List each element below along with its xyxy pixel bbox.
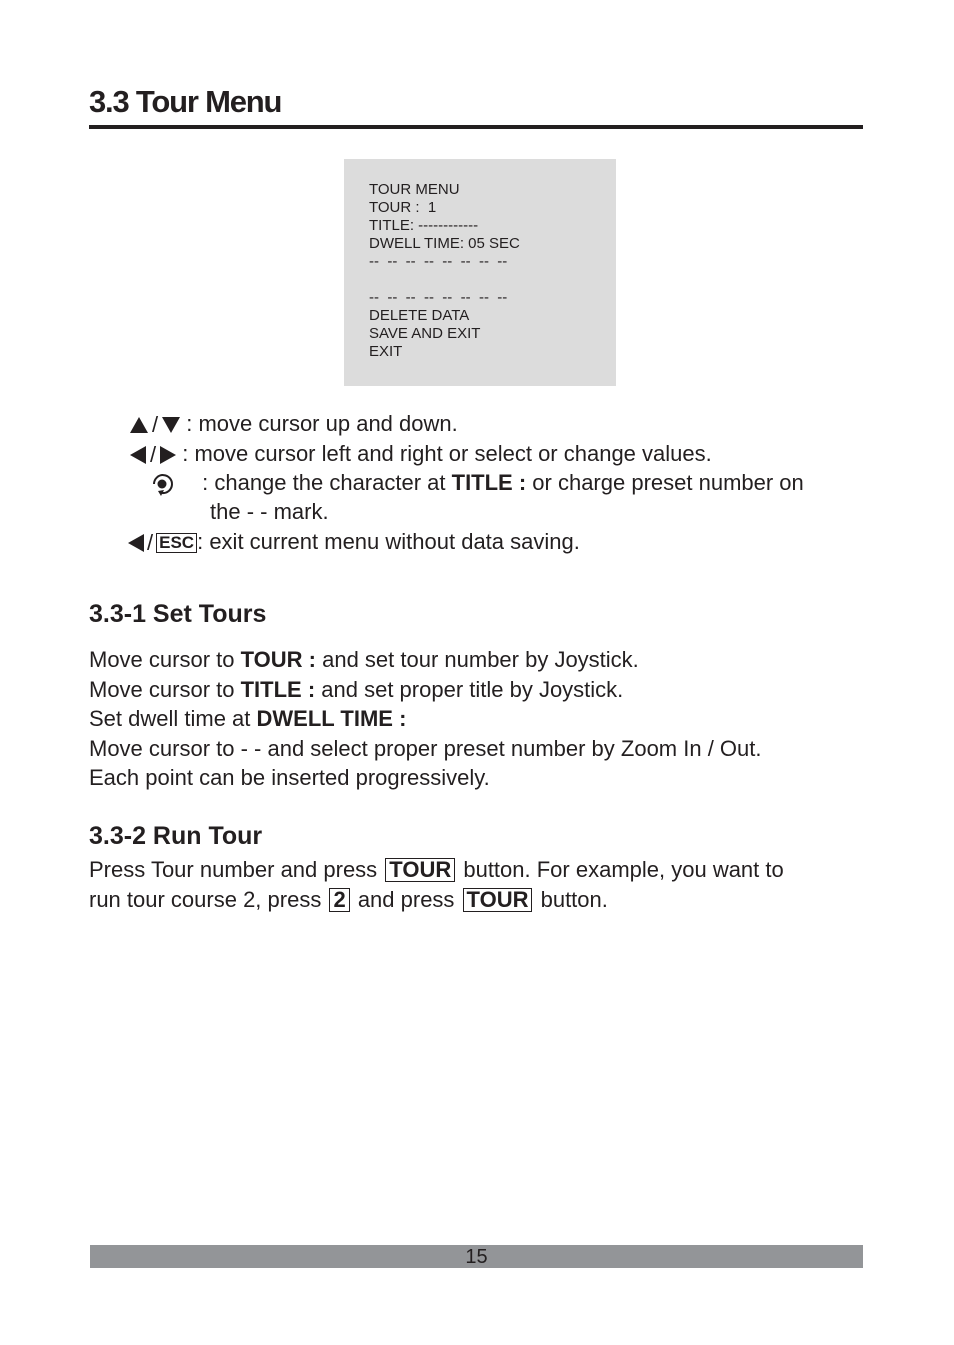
esc-key-label: ESC xyxy=(156,533,197,553)
key-row-esc: / ESC : exit current menu without data saving. xyxy=(128,528,580,557)
set-tours-line: Set dwell time at DWELL TIME : xyxy=(89,706,407,732)
osd-line: DELETE DATA xyxy=(369,307,470,324)
key-row-leftright: / : move cursor left and right or select or change values. xyxy=(130,440,712,469)
osd-line: SAVE AND EXIT xyxy=(369,325,481,342)
osd-line: EXIT xyxy=(369,343,403,360)
section-heading-run-tour: 3.3-2 Run Tour xyxy=(89,822,263,850)
arrow-right-icon xyxy=(160,446,176,464)
osd-line: -- -- -- -- -- -- -- -- xyxy=(369,253,508,270)
tour-button-label: TOUR xyxy=(463,888,533,912)
title-divider xyxy=(89,125,863,129)
arrow-down-icon xyxy=(162,417,180,433)
zoom-rotate-icon xyxy=(148,470,176,498)
run-tour-line: Press Tour number and press TOUR button. For example, you want to xyxy=(89,857,784,882)
set-tours-line: Move cursor to - - and select proper preset number by Zoom In / Out. xyxy=(89,735,762,761)
key-desc-zoom-cont: the - - mark. xyxy=(210,499,329,524)
footer-bar xyxy=(90,1245,863,1268)
key-row-updown: / : move cursor up and down. xyxy=(130,410,458,439)
osd-line: TITLE: ------------ xyxy=(369,217,479,234)
osd-line: DWELL TIME: 05 SEC xyxy=(369,235,520,252)
arrow-left-icon xyxy=(128,534,144,552)
set-tours-text xyxy=(89,645,762,793)
key-desc-leftright: : move cursor left and right or select or change values. xyxy=(182,441,712,466)
set-tours-line: Move cursor to TITLE : and set proper title by Joystick. xyxy=(89,676,624,702)
osd-line: TOUR MENU xyxy=(369,181,460,198)
key-row-zoom xyxy=(148,469,804,498)
page-number: 15 xyxy=(465,1246,488,1268)
page-title: 3.3 Tour Menu xyxy=(89,84,282,119)
key-desc-updown: : move cursor up and down. xyxy=(186,411,458,436)
key-desc-zoom-prefix: : change the character at xyxy=(202,470,452,495)
tour-menu-osd xyxy=(344,159,616,386)
number-2-button-label: 2 xyxy=(329,888,349,912)
osd-line: -- -- -- -- -- -- -- -- xyxy=(369,289,508,306)
osd-line xyxy=(369,271,616,289)
arrow-up-icon xyxy=(130,417,148,433)
set-tours-line: Each point can be inserted progressively. xyxy=(89,765,490,791)
arrow-left-icon xyxy=(130,446,146,464)
key-desc-zoom-suffix: or charge preset number on xyxy=(526,470,804,495)
key-desc-esc: : exit current menu without data saving. xyxy=(197,529,580,554)
set-tours-line: Move cursor to TOUR : and set tour number by Joystick. xyxy=(89,647,639,672)
section-heading-set-tours: 3.3-1 Set Tours xyxy=(89,600,267,628)
run-tour-line: run tour course 2, press 2 and press TOUR button. xyxy=(89,886,608,912)
osd-line: TOUR : 1 xyxy=(369,199,437,216)
run-tour-text xyxy=(89,855,784,914)
key-desc-zoom-bold: TITLE : xyxy=(451,470,527,495)
tour-button-label: TOUR xyxy=(385,858,455,882)
